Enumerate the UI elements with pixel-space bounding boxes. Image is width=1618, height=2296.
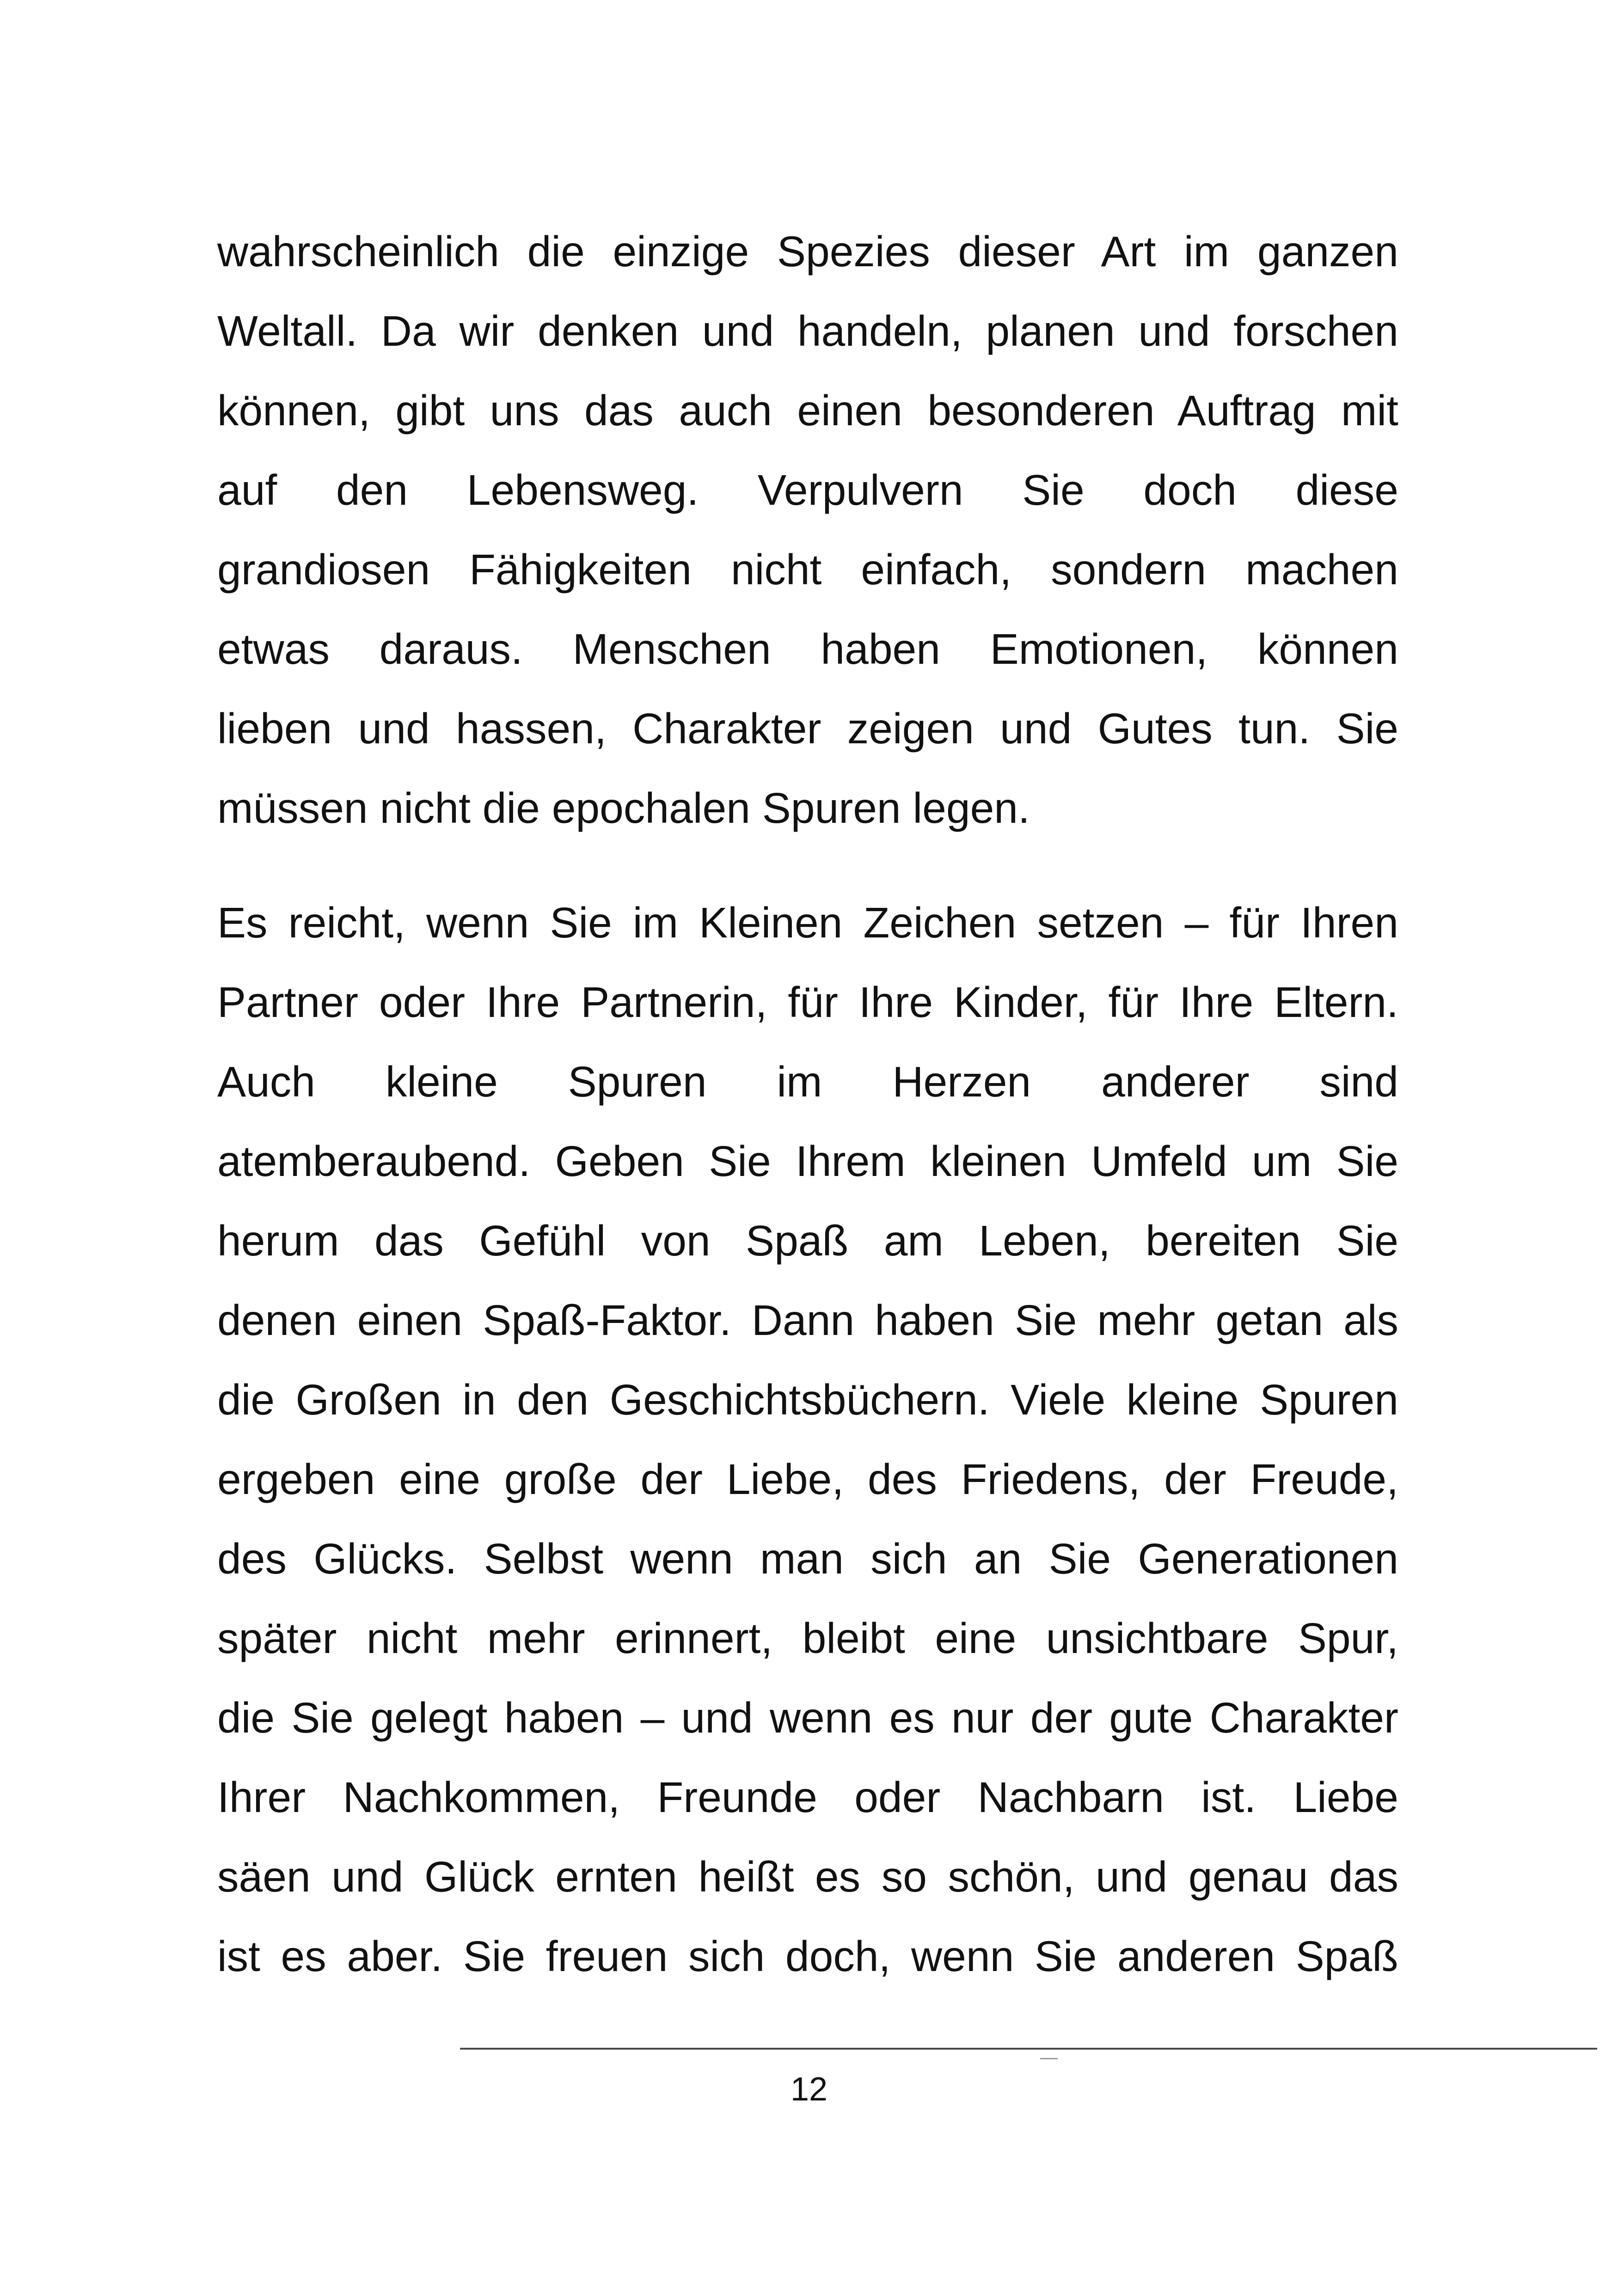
text-line: Partner oder Ihre Partnerin, für Ihre Kinder, für Ihre Eltern.	[217, 978, 1398, 1026]
text-line: können, gibt uns das auch einen besonderen Auftrag mit	[217, 386, 1398, 435]
text-line: die Sie gelegt haben – und wenn es nur der gute Charakter	[217, 1694, 1398, 1742]
text-line: atemberaubend. Geben Sie Ihrem kleinen Umfeld um Sie	[217, 1137, 1398, 1185]
text-line: des Glücks. Selbst wenn man sich an Sie Generationen	[217, 1535, 1398, 1583]
paragraph-2	[217, 883, 1398, 1996]
text-line: säen und Glück ernten heißt es so schön, und genau das	[217, 1853, 1398, 1901]
text-line: ergeben eine große der Liebe, des Friedens, der Freude,	[217, 1455, 1398, 1503]
text-line: ist es aber. Sie freuen sich doch, wenn Sie anderen Spaß	[217, 1932, 1398, 1980]
text-line: Auch kleine Spuren im Herzen anderer sind	[217, 1058, 1398, 1106]
text-line: herum das Gefühl von Spaß am Leben, bereiten Sie	[217, 1217, 1398, 1265]
text-line: später nicht mehr erinnert, bleibt eine unsichtbare Spur,	[217, 1614, 1398, 1662]
text-line: etwas daraus. Menschen haben Emotionen, können	[217, 625, 1398, 673]
paragraph-1	[217, 212, 1398, 848]
text-line: Ihrer Nachkommen, Freunde oder Nachbarn ist. Liebe	[217, 1773, 1398, 1821]
text-line: die Großen in den Geschichtsbüchern. Viele kleine Spuren	[217, 1376, 1398, 1424]
text-line: auf den Lebensweg. Verpulvern Sie doch diese	[217, 466, 1398, 514]
text-line: grandiosen Fähigkeiten nicht einfach, sondern machen	[217, 545, 1398, 594]
text-line: müssen nicht die epochalen Spuren legen.	[217, 784, 1030, 832]
page-number: 12	[790, 2071, 828, 2108]
footer-rule	[460, 2048, 1597, 2050]
text-line: wahrscheinlich die einzige Spezies dieser Art im ganzen	[217, 227, 1398, 276]
text-line: Es reicht, wenn Sie im Kleinen Zeichen setzen – für Ihren	[217, 899, 1398, 947]
footer-mark	[1040, 2058, 1058, 2059]
text-line: denen einen Spaß-Faktor. Dann haben Sie mehr getan als	[217, 1296, 1398, 1344]
text-line: Weltall. Da wir denken und handeln, planen und forschen	[217, 307, 1398, 355]
text-line: lieben und hassen, Charakter zeigen und Gutes tun. Sie	[217, 704, 1398, 753]
